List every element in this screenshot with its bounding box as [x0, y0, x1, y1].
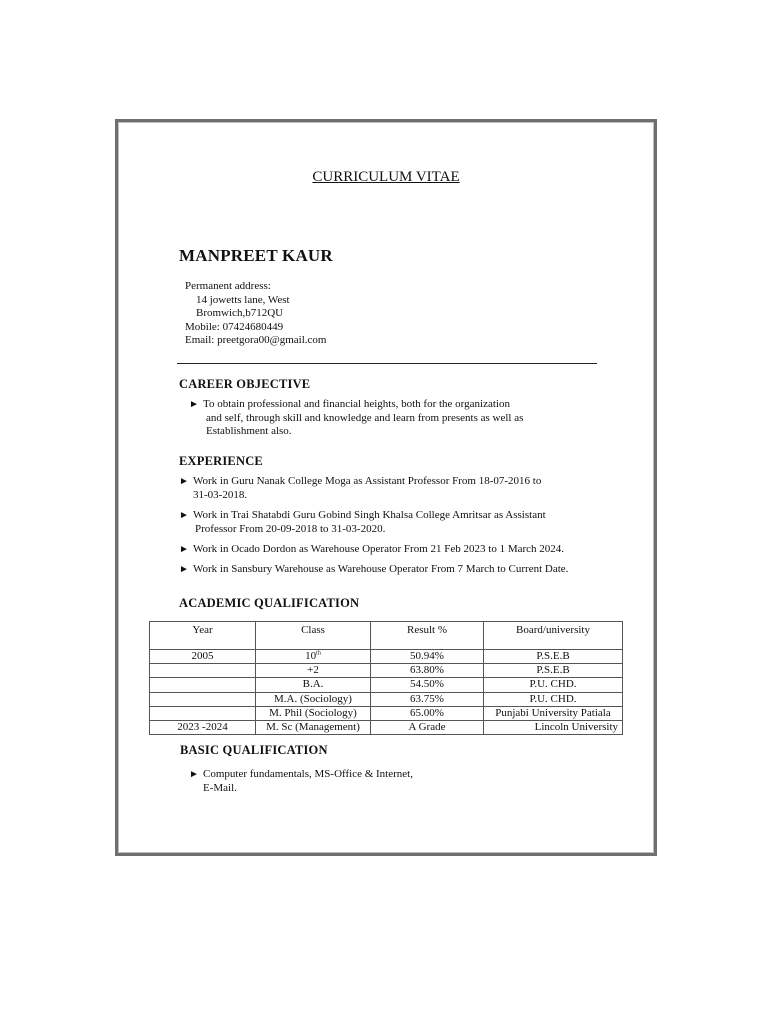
experience-item: ► Work in Trai Shatabdi Guru Gobind Singh Khalsa College Amritsar as Assistant Professor From 20-09-2018 to 31-03-2020. — [179, 509, 546, 535]
bullet-icon: ► — [179, 510, 189, 521]
table-row: B.A. 54.50% P.U. CHD. — [150, 678, 623, 692]
contact-block — [185, 280, 326, 348]
column-header: Board/university — [484, 622, 623, 650]
academic-table — [149, 621, 623, 735]
mobile-number: Mobile: 07424680449 — [185, 320, 284, 333]
column-header: Class — [256, 622, 371, 650]
bullet-icon: ► — [189, 399, 199, 410]
experience-item: ► Work in Ocado Dordon as Warehouse Operator From 21 Feb 2023 to 1 March 2024. — [179, 543, 565, 555]
basic-qualification-text: ► Computer fundamentals, MS-Office & Internet, E-Mail. — [189, 768, 413, 794]
cv-title: CURRICULUM VITAE — [312, 169, 460, 185]
experience-heading: EXPERIENCE — [179, 454, 263, 468]
table-row: 2023 -2024 M. Sc (Management) A Grade Lincoln University — [150, 720, 623, 734]
career-objective-heading: CAREER OBJECTIVE — [179, 377, 311, 391]
bullet-icon: ► — [189, 769, 199, 780]
bullet-icon: ► — [179, 564, 189, 575]
candidate-name: MANPREET KAUR — [179, 246, 333, 265]
academic-heading: ACADEMIC QUALIFICATION — [179, 596, 360, 610]
table-row: 2005 10th 50.94% P.S.E.B — [150, 650, 623, 664]
address-line-1: 14 jowetts lane, West — [196, 293, 290, 306]
table-row: M. Phil (Sociology) 65.00% Punjabi University Patiala — [150, 706, 623, 720]
bullet-icon: ► — [179, 476, 189, 487]
column-header: Year — [150, 622, 256, 650]
table-header-row — [150, 622, 623, 650]
email-address: Email: preetgora00@gmail.com — [185, 334, 327, 347]
table-row: M.A. (Sociology) 63.75% P.U. CHD. — [150, 692, 623, 706]
basic-qualification-heading: BASIC QUALIFICATION — [180, 743, 328, 757]
address-label: Permanent address: — [185, 280, 271, 292]
career-objective-text: ► To obtain professional and financial heights, both for the organization and self, through skill and knowledge and learn from presents as well as Establishment also. — [189, 398, 524, 438]
column-header: Result % — [371, 622, 484, 650]
header-divider — [177, 363, 597, 364]
table-row: +2 63.80% P.S.E.B — [150, 664, 623, 678]
cv-page — [115, 119, 657, 856]
bullet-icon: ► — [179, 544, 189, 555]
address-line-2: Bromwich,b712QU — [196, 307, 284, 320]
experience-item: ► Work in Guru Nanak College Moga as Assistant Professor From 18-07-2016 to 31-03-2018. — [179, 475, 542, 501]
experience-item: ► Work in Sansbury Warehouse as Warehouse Operator From 7 March to Current Date. — [179, 563, 569, 575]
